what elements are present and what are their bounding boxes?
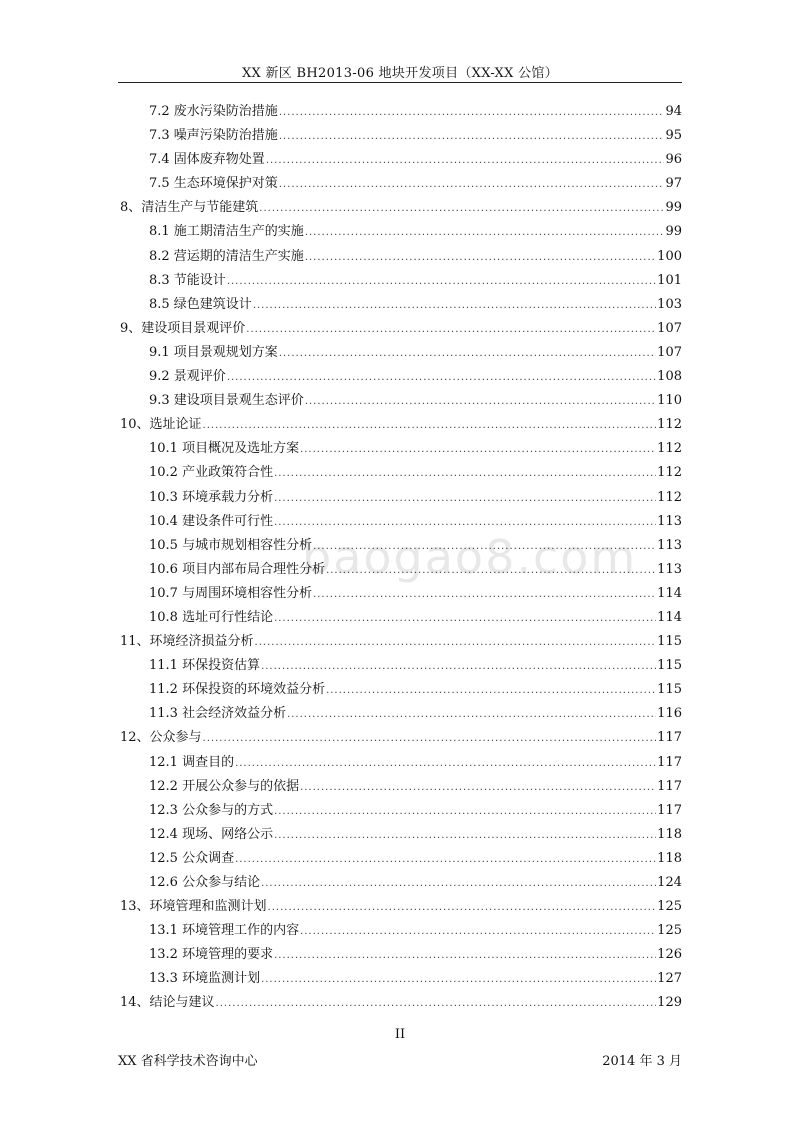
toc-entry[interactable] [118,967,682,991]
toc-dot-leader [274,824,656,848]
toc-entry-page: 114 [657,609,682,625]
toc-entry[interactable] [118,148,682,172]
toc-entry[interactable] [118,630,682,654]
toc-entry-title: 10.4 建设条件可行性 [149,513,274,529]
toc-entry-title: 7.3 噪声污染防治措施 [149,128,278,144]
toc-entry-title: 8.5 绿色建筑设计 [149,296,252,312]
toc-dot-leader [305,246,656,270]
toc-entry[interactable] [118,775,682,799]
header-divider [118,82,682,83]
toc-dot-leader [274,607,656,631]
toc-dot-leader [259,197,664,221]
toc-dot-leader [313,535,656,559]
toc-entry-title: 10.8 选址可行性结论 [149,609,274,625]
toc-entry[interactable] [118,365,682,389]
toc-dot-leader [261,872,656,896]
toc-entry-title: 10、选址论证 [120,417,202,433]
toc-entry-page: 127 [657,971,682,987]
toc-dot-leader [279,101,665,125]
page-header: XX 新区 BH2013-06 地块开发项目（XX-XX 公馆） [241,66,559,81]
table-of-contents [118,100,682,1016]
toc-entry-page: 115 [657,658,682,674]
toc-dot-leader [305,221,665,245]
toc-dot-leader [274,462,656,486]
toc-entry-title: 10.6 项目内部布局合理性分析 [149,561,326,577]
toc-entry[interactable] [118,534,682,558]
toc-dot-leader [261,655,656,679]
toc-entry[interactable] [118,582,682,606]
toc-entry-title: 12.6 公众参与结论 [149,875,261,890]
toc-dot-leader [255,631,657,655]
toc-entry[interactable] [118,245,682,269]
toc-entry-title: 14、结论与建议 [120,995,215,1011]
toc-dot-leader [305,390,656,414]
toc-entry-title: 9.3 建设项目景观生态评价 [149,393,304,409]
toc-entry-page: 116 [657,706,682,722]
toc-entry-title: 12.4 现场、网络公示 [149,826,274,842]
toc-entry-title: 8.1 施工期清洁生产的实施 [149,224,304,240]
toc-entry-title: 11.1 环保投资估算 [149,658,261,674]
toc-entry-title: 7.2 废水污染防治措施 [149,104,278,119]
toc-dot-leader [274,511,656,535]
toc-entry-page: 113 [657,561,682,577]
toc-entry[interactable] [118,124,682,148]
toc-entry-page: 118 [657,850,682,866]
toc-entry-title: 9.2 景观评价 [149,369,226,385]
toc-entry[interactable] [118,293,682,317]
toc-entry[interactable] [118,220,682,244]
toc-dot-leader [326,679,656,703]
toc-entry[interactable] [118,172,682,196]
toc-dot-leader [235,752,656,776]
toc-entry-title: 13.2 环境管理的要求 [149,947,274,963]
toc-entry-title: 13、环境管理和监测计划 [120,899,267,915]
toc-entry-page: 125 [657,923,682,939]
toc-entry[interactable] [118,726,682,750]
toc-entry-title: 12.3 公众参与的方式 [149,802,274,818]
toc-dot-leader [235,848,656,872]
toc-entry-page: 100 [657,248,682,264]
toc-entry-title: 8.2 营运期的清洁生产实施 [149,248,304,264]
toc-dot-leader [300,920,656,944]
toc-entry-page: 117 [657,802,682,818]
toc-entry-page: 99 [665,200,682,216]
toc-entry-title: 9.1 项目景观规划方案 [149,344,278,360]
toc-dot-leader [287,703,656,727]
toc-entry-page: 126 [657,947,682,963]
footer-organization: XX 省科学技术咨询中心 [118,1054,258,1069]
toc-entry-title: 10.1 项目概况及选址方案 [149,441,300,457]
toc-dot-leader [274,487,656,511]
toc-dot-leader [300,776,656,800]
toc-dot-leader [279,173,665,197]
toc-entry-page: 117 [657,730,682,746]
toc-entry-page: 113 [657,513,682,529]
toc-dot-leader [266,149,665,173]
toc-dot-leader [261,968,656,992]
toc-entry-title: 12.1 调查目的 [149,754,235,770]
toc-entry-page: 129 [657,995,682,1011]
toc-entry[interactable] [118,317,682,341]
toc-entry-title: 8.3 节能设计 [149,272,226,288]
toc-entry-page: 125 [657,899,682,915]
toc-entry[interactable] [118,678,682,702]
toc-entry-title: 10.3 环境承载力分析 [149,489,274,505]
toc-entry-page: 94 [665,104,682,119]
toc-entry-page: 115 [657,634,682,650]
toc-entry[interactable] [118,751,682,775]
toc-entry-page: 96 [665,152,682,168]
toc-entry[interactable] [118,991,682,1015]
toc-entry[interactable] [118,389,682,413]
toc-entry-page: 118 [657,826,682,842]
toc-entry[interactable] [118,702,682,726]
toc-entry-title: 13.1 环境管理工作的内容 [149,923,300,939]
page-number: II [394,1027,406,1042]
toc-entry[interactable] [118,510,682,534]
toc-dot-leader [246,318,656,342]
toc-dot-leader [203,727,657,751]
toc-entry[interactable] [118,919,682,943]
toc-entry-title: 8、清洁生产与节能建筑 [120,200,259,216]
toc-entry-page: 101 [657,272,682,288]
toc-entry[interactable] [118,823,682,847]
toc-entry-page: 108 [657,369,682,385]
toc-entry-page: 112 [657,489,682,505]
toc-entry-title: 13.3 环境监测计划 [149,971,261,987]
toc-entry-title: 10.7 与周围环境相容性分析 [149,585,313,601]
toc-dot-leader [279,125,665,149]
toc-entry[interactable] [118,100,682,124]
toc-entry[interactable] [118,606,682,630]
toc-entry[interactable] [118,847,682,871]
toc-entry-page: 103 [657,296,682,312]
toc-entry-title: 11.2 环保投资的环境效益分析 [149,682,326,698]
toc-dot-leader [203,414,657,438]
toc-entry-page: 112 [657,417,682,433]
toc-entry-page: 117 [657,778,682,794]
toc-dot-leader [326,559,656,583]
toc-entry-page: 97 [665,176,682,192]
toc-entry[interactable] [118,437,682,461]
toc-entry[interactable] [118,871,682,895]
toc-entry-title: 11、环境经济损益分析 [120,634,254,650]
toc-entry-page: 112 [657,465,682,481]
toc-entry[interactable] [118,943,682,967]
toc-dot-leader [216,992,657,1016]
toc-entry-page: 124 [657,875,682,890]
toc-entry-page: 107 [657,320,682,336]
toc-entry-page: 110 [657,393,682,409]
toc-entry[interactable] [118,341,682,365]
toc-entry[interactable] [118,654,682,678]
toc-entry-title: 11.3 社会经济效益分析 [149,706,287,722]
toc-entry-title: 10.2 产业政策符合性 [149,465,274,481]
toc-dot-leader [274,944,656,968]
toc-entry-page: 95 [665,128,682,144]
toc-dot-leader [253,294,656,318]
toc-entry[interactable] [118,486,682,510]
toc-entry[interactable] [118,558,682,582]
toc-entry[interactable] [118,269,682,293]
toc-entry[interactable] [118,895,682,919]
watermark: baogao8.com [302,530,638,584]
toc-entry-title: 9、建设项目景观评价 [120,320,246,336]
toc-dot-leader [227,270,656,294]
toc-entry-title: 12.5 公众调查 [149,850,235,866]
toc-entry[interactable] [118,799,682,823]
toc-entry-title: 7.5 生态环境保护对策 [149,176,278,192]
toc-entry-page: 99 [665,224,682,240]
toc-dot-leader [300,438,656,462]
toc-dot-leader [313,583,656,607]
toc-entry[interactable] [118,461,682,485]
toc-entry[interactable] [118,413,682,437]
toc-entry-page: 112 [657,441,682,457]
toc-dot-leader [279,342,656,366]
toc-dot-leader [227,366,656,390]
toc-entry-title: 10.5 与城市规划相容性分析 [149,537,313,553]
toc-entry-page: 107 [657,344,682,360]
toc-entry-page: 114 [657,585,682,601]
footer-date: 2014 年 3 月 [602,1054,682,1069]
toc-entry[interactable] [118,196,682,220]
toc-entry-page: 115 [657,682,682,698]
toc-dot-leader [268,896,657,920]
toc-dot-leader [274,800,656,824]
toc-entry-page: 117 [657,754,682,770]
toc-entry-title: 12.2 开展公众参与的依据 [149,778,300,794]
toc-entry-page: 113 [657,537,682,553]
toc-entry-title: 7.4 固体废弃物处置 [149,152,265,168]
toc-entry-title: 12、公众参与 [120,730,202,746]
